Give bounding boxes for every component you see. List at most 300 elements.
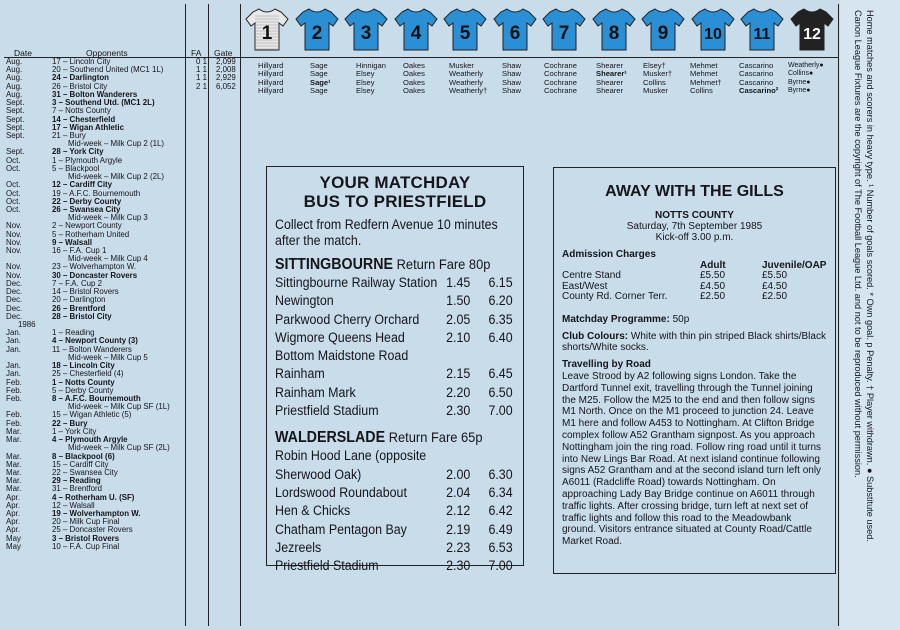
shirt-numbers [244, 6, 834, 54]
bus-intro: Collect from Redfern Avenue 10 minutes after the match. [275, 217, 498, 248]
fixture-row [6, 116, 242, 124]
lineup-player: Shearer [596, 85, 624, 95]
fixture-opponent: 30 – Doncaster Rovers [52, 271, 138, 280]
lineup-player: Musker [643, 85, 668, 95]
lineup-player: Hillyard [258, 69, 284, 79]
admission-juvenile-price: £5.50 [762, 270, 788, 282]
lineup-player: Cochrane [544, 77, 577, 87]
fixture-opponent: 26 – Swansea City [52, 205, 121, 214]
fixture-date: May [6, 542, 21, 551]
side-notes-text [852, 10, 876, 610]
bus-time-return: 6.20 [488, 293, 513, 309]
fixture-opponent: 20 – Darlington [52, 296, 106, 305]
shirt-number: 9 [657, 23, 669, 44]
fixture-row [6, 132, 242, 140]
fixture-date: Aug. [6, 58, 23, 66]
lineup-player: Hillyard [258, 85, 284, 95]
bus-stop-row [275, 521, 513, 539]
lineup-player: Sage [310, 69, 328, 79]
fixture-date: Nov. [6, 230, 22, 239]
fixture-gate: 6,052 [216, 81, 236, 91]
fixture-row [6, 198, 242, 206]
fixture-opponent: 29 – Reading [52, 477, 101, 486]
fixture-date: Apr. [6, 526, 21, 535]
away-title: AWAY WITH THE GILLS [605, 183, 784, 200]
lineup-player: Hinnigan [356, 61, 386, 70]
fixture-opponent: 9 – Walsall [52, 238, 93, 247]
divider-right [838, 4, 839, 626]
fixture-row [6, 502, 242, 510]
fixture-opponent: 4 – Newport County (3) [52, 337, 138, 346]
fixture-row [6, 420, 242, 428]
bus-time-return: 7.00 [488, 558, 513, 574]
fixture-row [6, 313, 242, 321]
fixture-date: Jan. [6, 337, 21, 346]
fixture-row [6, 436, 242, 444]
fixture-row [6, 543, 242, 551]
bus-stop-row [275, 384, 513, 402]
away-kickoff: Kick-off 3.00 p.m. [655, 232, 734, 243]
fixture-opponent: 11 – Bolton Wanderers [52, 345, 132, 354]
bus-time-return: 6.42 [488, 503, 513, 519]
shirt-number: 11 [753, 26, 771, 43]
shirt-number: 5 [459, 23, 471, 44]
fixture-row [6, 469, 242, 477]
bus-stop-row [275, 365, 513, 383]
fixture-opponent: 5 – Derby County [52, 386, 114, 395]
admission-table [562, 261, 827, 309]
fixture-opponent: 16 – F.A. Cup 1 [52, 247, 107, 256]
bus-stop-name: Chatham Pentagon Bay [275, 521, 407, 537]
fixture-date: Jan. [6, 329, 21, 338]
fixture-date: Feb. [6, 411, 22, 420]
fixture-score: 2 1 [196, 81, 207, 91]
fixture-opponent: 14 – Bristol Rovers [52, 288, 119, 297]
colours-value: White with thin pin striped Black shirts/Black shorts/White socks. [562, 330, 826, 354]
fixture-opponent: 20 – Milk Cup Final [52, 518, 120, 527]
fixture-date: Feb. [6, 378, 22, 387]
bus-time-outbound: 2.04 [446, 484, 471, 500]
lineup-player: Cochrane [544, 85, 577, 95]
fixture-row [6, 239, 242, 247]
fixture-row [6, 247, 242, 255]
bus-stop-row [275, 466, 513, 484]
fixture-opponent: 10 – F.A. Cup Final [52, 542, 120, 551]
fixture-opponent: 18 – Lincoln City [52, 362, 115, 371]
lineup-player: Mehmet† [690, 77, 722, 87]
fixture-date: Nov. [6, 238, 22, 247]
fixture-opponent: 22 – Swansea City [52, 468, 118, 477]
lineup-player: Elsey [356, 77, 375, 87]
route-walderslade-name: WALDERSLADE [275, 429, 386, 447]
bus-stop-row [275, 292, 513, 310]
fixture-row [6, 165, 242, 173]
shirt-8-icon [591, 6, 637, 52]
bus-stop-row [275, 539, 513, 557]
fixture-date: Nov. [6, 247, 22, 256]
lineup-player: Weatherly● [788, 62, 824, 69]
fixture-row [6, 231, 242, 239]
shirt-number: 6 [509, 23, 520, 44]
fixture-date: Oct. [6, 156, 21, 165]
fixture-opponent: 3 – Bristol Rovers [52, 534, 120, 543]
colours-label: Club Colours: [562, 330, 629, 342]
lineup-player: Cascarino [739, 69, 774, 79]
away-date: Saturday, 7th September 1985 [626, 221, 763, 232]
fixture-opponent: 23 – Wolverhampton W. [52, 263, 137, 272]
bus-time-return: 7.00 [488, 403, 513, 419]
fixture-date: 1986 [18, 321, 36, 329]
route-sittingbourne-name: SITTINGBOURNE [275, 256, 394, 273]
lineup-player: Shearer [596, 61, 624, 70]
fixture-row [6, 181, 242, 189]
bus-time-outbound: 2.20 [446, 384, 471, 400]
fixture-gate: 2,099 [216, 57, 236, 66]
fixture-score: 1 1 [196, 73, 207, 83]
fixture-opponent: Mid-week – Milk Cup SF (2L) [68, 444, 170, 453]
bus-time-outbound: 2.23 [446, 539, 471, 555]
route-sittingbourne-stops [275, 274, 515, 420]
lineup-player: Sage [310, 61, 328, 70]
fixture-gate: 2,008 [216, 65, 236, 75]
fixture-date: Aug. [6, 82, 23, 91]
fixture-opponent: Mid-week – Milk Cup 3 [68, 214, 148, 223]
fixture-opponent: 7 – Notts County [52, 107, 111, 116]
lineup-player: Mehmet [690, 69, 718, 79]
fixture-row [6, 370, 242, 378]
fixture-opponent: 31 – Brentford [52, 485, 103, 494]
away-with-gills-box [553, 167, 836, 574]
lineup-player: Shaw [502, 85, 521, 95]
fixture-row [6, 329, 242, 337]
header-fa: FA [191, 48, 202, 58]
fixture-row [6, 190, 242, 198]
bus-time-return: 6.49 [488, 521, 513, 537]
route-sittingbourne-fare: Return Fare 80p [396, 256, 491, 272]
fixture-opponent: 1 – Plymouth Argyle [52, 156, 123, 165]
fixture-row [6, 395, 242, 403]
fixture-opponent: 15 – Cardiff City [52, 460, 109, 469]
lineup-player: Oakes [403, 77, 425, 87]
lineup-player: Hillyard [258, 61, 284, 70]
shirt-5-icon [442, 6, 488, 52]
fixture-opponent: 25 – Chesterfield (4) [52, 370, 124, 379]
bus-time-return: 6.45 [488, 366, 513, 382]
admission-area: East/West [562, 280, 608, 292]
fixture-opponent: 17 – Wigan Athletic [52, 123, 124, 132]
fixture-date: May [6, 534, 21, 543]
fixture-opponent: 3 – Southend Utd. (MC1 2L) [52, 99, 155, 108]
shirt-9-icon [640, 6, 686, 52]
club-colours-info [562, 331, 827, 355]
fixture-date: Dec. [6, 296, 23, 305]
travel-directions: Leave Strood by A2 following signs London. Take the Dartford Tunnel exit, travelling through the Tunnel joining the M25. Follow the M25 to the end and then follow signs M1 North. Once on the M1 proceed to junction 24. Leave M1 here and follow A453 to Nottingham. At Clifton Bridge complex follow A52 Grantham signpost. As you approach Nottingham join the ring road. Follow ring road until it turns into New Lings Bar Road. At next island continue following signs A52 Grantham and at the second island turn left only A6011 (Radcliffe Road) towards Nottingham. On approaching Lady Bay Bridge continue on A6011 through traffic lights. After crossing bridge, turn left at next set of traffic lights and follow this road to the Meadowbank ground. Visitors entrance situated at County Road/Cattle Market Road. [562, 370, 822, 548]
side-note-copyright: Canon League Fixtures are the copyright of The Football League Ltd. and not to be reproduced without permission. [853, 10, 863, 478]
away-opponent: NOTTS COUNTY [655, 210, 734, 221]
fixture-opponent: 19 – A.F.C. Bournemouth [52, 189, 141, 198]
fixture-opponent: 7 – F.A. Cup 2 [52, 279, 103, 288]
bus-stop-name: Lordswood Roundabout [275, 484, 407, 500]
bus-time-return: 6.30 [488, 466, 513, 482]
fixture-opponent: 1 – Notts County [52, 378, 115, 387]
bus-time-return: 6.50 [488, 384, 513, 400]
shirt-number: 7 [558, 23, 570, 44]
travel-label: Travelling by Road [562, 359, 651, 371]
fixture-row [6, 518, 242, 526]
bus-title-line1: YOUR MATCHDAY [319, 173, 471, 192]
fixture-row [6, 535, 242, 543]
lineup-player: Collins● [788, 70, 814, 78]
fixture-row [6, 124, 242, 132]
bus-time-outbound: 1.45 [446, 275, 471, 290]
fixture-opponent: 24 – Darlington [52, 74, 109, 83]
shirt-number: 12 [802, 26, 821, 43]
fixture-date: Jan. [6, 370, 21, 379]
shirt-2-icon [294, 6, 340, 52]
fixture-opponent: 12 – Walsall [52, 501, 95, 510]
programme-value: 50p [672, 313, 690, 325]
bus-stop-name: Wigmore Queens Head [275, 329, 405, 345]
header-opponents: Opponents [86, 48, 128, 58]
shirt-10-icon [690, 6, 736, 52]
fixture-row [6, 107, 242, 115]
bus-time-return: 6.15 [488, 275, 513, 290]
lineup-player: Shaw [502, 77, 521, 87]
lineup-player: Cascarino² [739, 85, 779, 95]
fixture-date: Oct. [6, 181, 21, 190]
lineup-player: Elsey† [643, 61, 666, 70]
fixture-opponent: Mid-week – Milk Cup 4 [68, 255, 148, 264]
fixture-row [6, 526, 242, 534]
fixture-opponent: 14 – Chesterfield [52, 115, 116, 124]
away-match-info [562, 210, 827, 243]
shirt-12-icon [789, 6, 835, 52]
fixture-row [6, 99, 242, 107]
bus-time-outbound: 2.19 [446, 521, 471, 537]
lineup-player: Byrne● [788, 86, 811, 94]
fixture-date: Nov. [6, 271, 22, 280]
shirt-number: 2 [311, 23, 322, 44]
fixture-opponent: 28 – Bristol City [52, 312, 112, 321]
lineup-player: Oakes [403, 85, 425, 95]
fixture-opponent: 4 – Rotherham U. (SF) [52, 493, 135, 502]
lineup-player: Cochrane [544, 61, 577, 70]
fixture-row [6, 477, 242, 485]
route-walderslade-header [275, 428, 513, 447]
fixture-row [6, 346, 242, 354]
fixture-row [6, 321, 242, 329]
side-note-key: Home matches and scorers in heavy type. ¹ Number of goals scored. * Own goal. p Penalty. † Player withdrawn. ● Substitute used. [865, 10, 875, 542]
fixture-date: Mar. [6, 477, 22, 486]
fixture-date: Dec. [6, 304, 23, 313]
shirt-number: 8 [608, 23, 619, 44]
fixture-opponent: 1 – York City [52, 427, 97, 436]
fixture-date: Apr. [6, 493, 21, 502]
fixture-row [6, 255, 242, 263]
fixture-opponent: 17 – Lincoln City [52, 58, 111, 66]
fixture-date: Aug. [6, 90, 23, 99]
fixture-row [6, 453, 242, 461]
travel-section [562, 359, 827, 548]
fixture-date: Sept. [6, 99, 25, 108]
fixture-row [6, 272, 242, 280]
bus-time-return: 6.35 [488, 311, 513, 327]
shirt-4-icon [393, 6, 439, 52]
fixture-row [6, 411, 242, 419]
lineup-player: Shaw [502, 69, 521, 79]
fixture-date: Feb. [6, 419, 22, 428]
fixture-row [6, 91, 242, 99]
shirt-number: 3 [360, 23, 372, 44]
fixture-opponent: 21 – Bury [52, 131, 86, 140]
fixture-row [6, 510, 242, 518]
fixture-opponent: 4 – Plymouth Argyle [52, 436, 128, 445]
fixture-date: Feb. [6, 386, 22, 395]
fixture-row [6, 428, 242, 436]
bus-stop-name: Priestfield Stadium [275, 558, 379, 574]
bus-stop-row [275, 447, 513, 465]
fixture-date: Mar. [6, 452, 22, 461]
lineup-player: Mehmet [690, 61, 718, 70]
route-walderslade-stops [275, 447, 515, 575]
shirt-1-icon [244, 6, 290, 52]
bus-stop-row [275, 311, 513, 329]
bus-time-return: 6.34 [488, 484, 513, 500]
fixture-date: Mar. [6, 485, 22, 494]
programme-label: Matchday Programme: [562, 313, 670, 325]
bus-time-outbound: 2.15 [446, 366, 471, 382]
fixture-row [6, 280, 242, 288]
bus-stop-name: Bottom Maidstone Road [275, 348, 409, 364]
fixture-row [6, 214, 242, 222]
fixture-date: Feb. [6, 394, 22, 403]
fixture-row [6, 206, 242, 214]
fixture-date: Mar. [6, 468, 22, 477]
fixture-row [6, 387, 242, 395]
fixture-date: Oct. [6, 197, 21, 206]
programme-info [562, 314, 827, 326]
bus-stop-name: Sherwood Oak) [275, 466, 362, 482]
matchday-bus-box [266, 166, 524, 574]
bus-title-line2: BUS TO PRIESTFIELD [303, 192, 487, 211]
shirt-number: 1 [261, 23, 273, 44]
bus-stop-row [275, 347, 513, 365]
fixture-opponent: Mid-week – Milk Cup SF (1L) [68, 403, 170, 412]
lineup-player: Byrne● [788, 78, 811, 86]
fixture-date: Sept. [6, 131, 25, 140]
lineup-player: Hillyard [258, 77, 284, 87]
fixture-opponent: 15 – Wigan Athletic (5) [52, 411, 132, 420]
bus-time-return: 6.53 [488, 539, 513, 555]
fixture-date: Sept. [6, 115, 25, 124]
lineup-player: Elsey [356, 69, 375, 79]
bus-stop-name: Rainham Mark [275, 384, 356, 400]
fixture-row [6, 263, 242, 271]
lineup-player: Oakes [403, 61, 425, 70]
admission-area: Centre Stand [562, 270, 621, 282]
fixture-opponent: 19 – Wolverhampton W. [52, 510, 141, 519]
lineup-player: Musker† [643, 69, 673, 79]
fixture-date: Nov. [6, 222, 22, 231]
fixture-row [6, 296, 242, 304]
route-sittingbourne-header [275, 255, 513, 274]
admission-area: County Rd. Corner Terr. [562, 291, 668, 303]
fixture-date: Jan. [6, 362, 21, 371]
bus-time-outbound: 2.30 [446, 558, 471, 574]
fixture-row [6, 379, 242, 387]
fixture-date: Aug. [6, 66, 23, 75]
fixture-date: Sept. [6, 123, 25, 132]
fixture-date: Oct. [6, 205, 21, 214]
fixture-row [6, 485, 242, 493]
fixture-date: Apr. [6, 501, 21, 510]
fixture-date: Dec. [6, 288, 23, 297]
lineup-player: Weatherly [449, 77, 484, 87]
shirt-7-icon [541, 6, 587, 52]
admission-row [562, 292, 827, 303]
shirt-number: 10 [703, 26, 722, 43]
bus-time-outbound: 2.00 [446, 466, 471, 482]
lineup-player: Cochrane [544, 69, 577, 79]
bus-stop-row [275, 502, 513, 520]
fixture-score: 1 1 [196, 65, 207, 75]
bus-time-outbound: 2.10 [446, 329, 471, 345]
fixture-date: Mar. [6, 460, 22, 469]
fixture-row [6, 173, 242, 181]
header-date: Date [14, 48, 32, 58]
fixture-date: Jan. [6, 345, 21, 354]
fixture-date: Apr. [6, 510, 21, 519]
bus-stop-row [275, 402, 513, 420]
fixture-opponent: Mid-week – Milk Cup 2 (2L) [68, 173, 165, 182]
bus-stop-name: Jezreels [275, 539, 322, 555]
bus-stop-name: Newington [275, 293, 334, 309]
lineup-player: Shaw [502, 61, 521, 70]
admission-adult-price: £5.50 [700, 270, 726, 282]
fixture-row [6, 337, 242, 345]
lineup-player: Cascarino [739, 61, 774, 70]
fixture-opponent: 26 – Bristol City [52, 82, 108, 91]
route-walderslade-fare: Return Fare 65p [388, 429, 483, 446]
fixture-opponent: 8 – A.F.C. Bournemouth [52, 394, 141, 403]
admission-juvenile-price: £2.50 [762, 291, 788, 303]
admission-juvenile-price: £4.50 [762, 280, 788, 292]
lineup-player: Shearer [596, 77, 624, 87]
fixture-row [6, 444, 242, 452]
lineup-player: Oakes [403, 69, 425, 79]
fixture-row [6, 222, 242, 230]
fixture-date: Mar. [6, 436, 22, 445]
bus-stop-name: Sittingbourne Railway Station [275, 275, 438, 290]
fixture-row [6, 83, 242, 91]
fixture-date: Dec. [6, 312, 23, 321]
fixture-opponent: 5 – Rotherham United [52, 230, 130, 239]
lineup-player: Sage¹ [310, 77, 331, 87]
fixture-row [6, 354, 242, 362]
fixture-opponent: 26 – Brentford [52, 304, 106, 313]
fixture-row [6, 461, 242, 469]
shirt-number: 4 [410, 23, 421, 44]
bus-time-outbound: 1.50 [446, 293, 471, 309]
lineup-player: Cascarino [739, 77, 774, 87]
fixture-row [6, 362, 242, 370]
fixture-date: Dec. [6, 279, 23, 288]
bus-time-outbound: 2.12 [446, 503, 471, 519]
fixture-opponent: 12 – Cardiff City [52, 181, 113, 190]
fixture-opponent: Mid-week – Milk Cup 5 [68, 353, 148, 362]
fixture-opponent: 1 – Reading [52, 329, 95, 338]
fixture-row [6, 403, 242, 411]
